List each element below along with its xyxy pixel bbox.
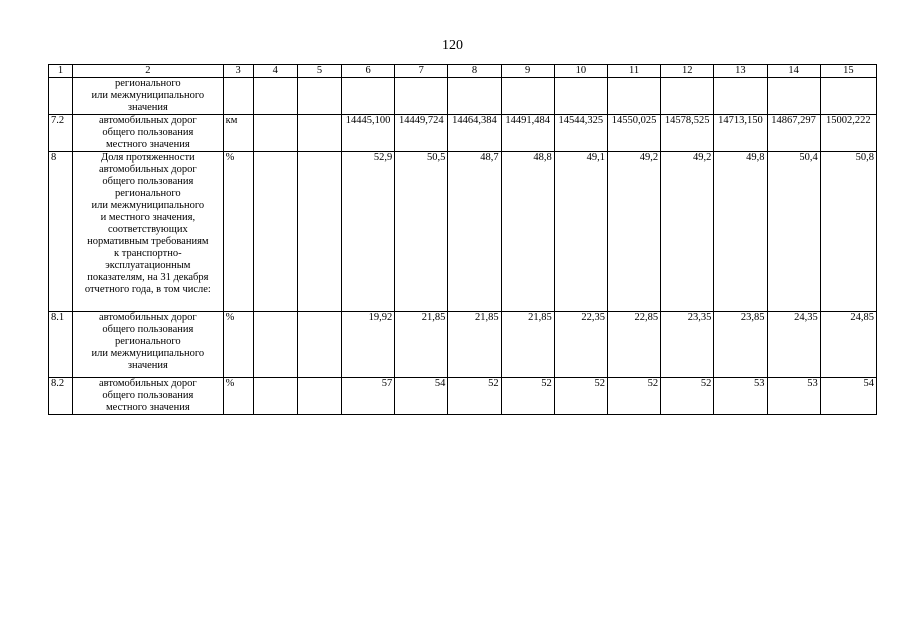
- header-cell: 5: [297, 65, 341, 78]
- value-cell: 50,5: [395, 152, 448, 312]
- header-cell: 2: [73, 65, 224, 78]
- value-cell: [767, 78, 820, 115]
- row-name-line: общего пользования: [102, 176, 194, 187]
- value-cell: 14867,297: [767, 115, 820, 152]
- value-cell: 19,92: [342, 312, 395, 378]
- row-name-line: соответствующих: [107, 224, 188, 235]
- value-cell: 52: [661, 378, 714, 415]
- value-cell: 14713,150: [714, 115, 767, 152]
- row-col4: [253, 152, 297, 312]
- header-cell: 9: [501, 65, 554, 78]
- row-name-line: или межмуниципального: [91, 348, 205, 359]
- row-name-line: общего пользования: [102, 324, 194, 335]
- row-col4: [253, 312, 297, 378]
- value-cell: 21,85: [448, 312, 501, 378]
- value-cell: [607, 78, 660, 115]
- row-index: 8: [49, 152, 73, 312]
- row-name-line: автомобильных дорог: [98, 164, 197, 175]
- value-cell: 54: [820, 378, 876, 415]
- row-name-line: показателям, на 31 декабря: [87, 272, 209, 283]
- value-cell: 52: [554, 378, 607, 415]
- table-row: [49, 152, 877, 312]
- row-col5: [297, 152, 341, 312]
- row-unit: [223, 78, 253, 115]
- row-unit: %: [223, 152, 253, 312]
- row-name-line: значения: [127, 102, 168, 113]
- row-name-line: значения: [127, 360, 168, 371]
- header-cell: 3: [223, 65, 253, 78]
- value-cell: 22,85: [607, 312, 660, 378]
- row-index: [49, 78, 73, 115]
- row-col4: [253, 115, 297, 152]
- value-cell: [554, 78, 607, 115]
- value-cell: 23,85: [714, 312, 767, 378]
- value-cell: [342, 78, 395, 115]
- header-cell: 7: [395, 65, 448, 78]
- value-cell: [714, 78, 767, 115]
- row-col5: [297, 115, 341, 152]
- value-cell: 48,7: [448, 152, 501, 312]
- row-name-line: общего пользования: [102, 390, 194, 401]
- row-name-line: и местного значения,: [100, 212, 196, 223]
- header-cell: 14: [767, 65, 820, 78]
- value-cell: 24,85: [820, 312, 876, 378]
- row-name: [73, 78, 224, 115]
- value-cell: [820, 78, 876, 115]
- value-cell: 52,9: [342, 152, 395, 312]
- row-unit: %: [223, 378, 253, 415]
- row-name-line: Доля протяженности: [101, 152, 195, 163]
- row-col5: [297, 78, 341, 115]
- table-row: [49, 78, 877, 115]
- value-cell: 50,8: [820, 152, 876, 312]
- row-name-line: регионального: [115, 336, 181, 347]
- row-col5: [297, 312, 341, 378]
- row-index: 7.2: [49, 115, 73, 152]
- value-cell: 14491,484: [501, 115, 554, 152]
- value-cell: 52: [448, 378, 501, 415]
- row-col4: [253, 78, 297, 115]
- value-cell: 14449,724: [395, 115, 448, 152]
- row-name-line: нормативным требованиям: [87, 236, 209, 247]
- value-cell: 52: [607, 378, 660, 415]
- indicators-table: [48, 64, 877, 415]
- value-cell: 49,2: [607, 152, 660, 312]
- row-name-line: местного значения: [106, 139, 190, 150]
- value-cell: 48,8: [501, 152, 554, 312]
- row-name-line: или межмуниципального: [91, 200, 205, 211]
- row-name-line: к транспортно-: [114, 248, 182, 259]
- value-cell: 14445,100: [342, 115, 395, 152]
- value-cell: 49,2: [661, 152, 714, 312]
- header-cell: 13: [714, 65, 767, 78]
- header-cell: 15: [820, 65, 876, 78]
- row-unit: км: [223, 115, 253, 152]
- value-cell: 49,8: [714, 152, 767, 312]
- value-cell: 14550,025: [607, 115, 660, 152]
- row-unit: %: [223, 312, 253, 378]
- value-cell: 15002,222: [820, 115, 876, 152]
- row-name-line: эксплуатационным: [105, 260, 191, 271]
- row-col5: [297, 378, 341, 415]
- value-cell: [448, 78, 501, 115]
- value-cell: [395, 78, 448, 115]
- value-cell: 14464,384: [448, 115, 501, 152]
- row-name: [73, 312, 224, 378]
- value-cell: 21,85: [395, 312, 448, 378]
- value-cell: [501, 78, 554, 115]
- value-cell: 22,35: [554, 312, 607, 378]
- row-col4: [253, 378, 297, 415]
- value-cell: 50,4: [767, 152, 820, 312]
- header-cell: 6: [342, 65, 395, 78]
- row-name: [73, 378, 224, 415]
- value-cell: 23,35: [661, 312, 714, 378]
- value-cell: 21,85: [501, 312, 554, 378]
- table-row: [49, 312, 877, 378]
- row-name-line: регионального: [115, 188, 181, 199]
- header-cell: 10: [554, 65, 607, 78]
- row-name-line: автомобильных дорог: [98, 115, 197, 126]
- row-name-line: автомобильных дорог: [98, 312, 197, 323]
- row-name-line: регионального: [115, 78, 181, 89]
- value-cell: 53: [714, 378, 767, 415]
- value-cell: 53: [767, 378, 820, 415]
- header-cell: 1: [49, 65, 73, 78]
- row-name-line: отчетного года, в том числе:: [84, 284, 211, 295]
- row-name-line: местного значения: [106, 402, 190, 413]
- header-cell: 11: [607, 65, 660, 78]
- row-index: 8.2: [49, 378, 73, 415]
- row-name-line: автомобильных дорог: [98, 378, 197, 389]
- header-cell: 4: [253, 65, 297, 78]
- row-name: [73, 115, 224, 152]
- header-cell: 8: [448, 65, 501, 78]
- row-name: [73, 152, 224, 312]
- value-cell: 14544,325: [554, 115, 607, 152]
- value-cell: 54: [395, 378, 448, 415]
- value-cell: [661, 78, 714, 115]
- value-cell: 49,1: [554, 152, 607, 312]
- value-cell: 14578,525: [661, 115, 714, 152]
- value-cell: 24,35: [767, 312, 820, 378]
- value-cell: 52: [501, 378, 554, 415]
- header-row: [49, 65, 877, 78]
- row-index: 8.1: [49, 312, 73, 378]
- value-cell: 57: [342, 378, 395, 415]
- row-name-line: общего пользования: [102, 127, 194, 138]
- header-cell: 12: [661, 65, 714, 78]
- table-row: [49, 378, 877, 415]
- page-number: 120: [442, 38, 463, 53]
- row-name-line: или межмуниципального: [91, 90, 205, 101]
- table-row: [49, 115, 877, 152]
